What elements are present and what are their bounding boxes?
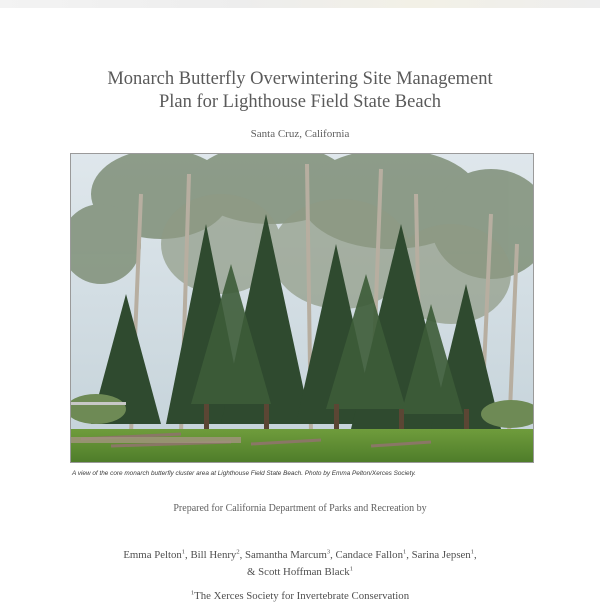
author-separator: , bbox=[239, 549, 245, 561]
title-line-2: Plan for Lighthouse Field State Beach bbox=[158, 92, 442, 112]
author-line-2 bbox=[0, 564, 600, 581]
author-separator: , bbox=[473, 549, 477, 561]
photo-caption: A view of the core monarch butterfly cluster area at Lighthouse Field State Beach. Photo by Emma Pelton/Xerces Society. bbox=[72, 470, 416, 477]
author-separator: , bbox=[185, 549, 191, 561]
author-name: Emma Pelton bbox=[123, 549, 182, 561]
author-separator: , bbox=[330, 549, 336, 561]
affiliation-name: The Xerces Society for Invertebrate Conservation bbox=[194, 590, 410, 602]
top-edge-strip bbox=[0, 0, 600, 8]
cover-photo-illustration bbox=[71, 154, 533, 462]
author-affiliation-number: 3 bbox=[326, 548, 331, 556]
author-name: Candace Fallon bbox=[335, 549, 403, 561]
author-separator: , bbox=[406, 549, 412, 561]
cover-photo bbox=[70, 153, 534, 463]
author-affiliation-number: 1 bbox=[181, 548, 186, 556]
author-affiliation-number: 2 bbox=[236, 548, 240, 556]
document-location: Santa Cruz, California bbox=[250, 128, 350, 140]
title-line-1: Monarch Butterfly Overwintering Site Management bbox=[107, 69, 493, 89]
author-affiliation-number: 1 bbox=[470, 548, 474, 556]
author-affiliation-number: 1 bbox=[402, 548, 407, 556]
author-name: Sarina Jepsen bbox=[411, 549, 471, 561]
affiliation-number: 1 bbox=[190, 589, 195, 597]
author-line-1 bbox=[0, 547, 600, 564]
author-name: Samantha Marcum bbox=[245, 549, 327, 561]
document-title bbox=[0, 68, 600, 114]
author-affiliation-number: 1 bbox=[349, 565, 353, 573]
prepared-for-line: Prepared for California Department of Parks and Recreation by bbox=[173, 503, 427, 514]
author-name: Bill Henry bbox=[190, 549, 237, 561]
author-name: & Scott Hoffman Black bbox=[247, 566, 350, 578]
affiliation-line bbox=[0, 590, 600, 602]
author-list bbox=[0, 547, 600, 581]
